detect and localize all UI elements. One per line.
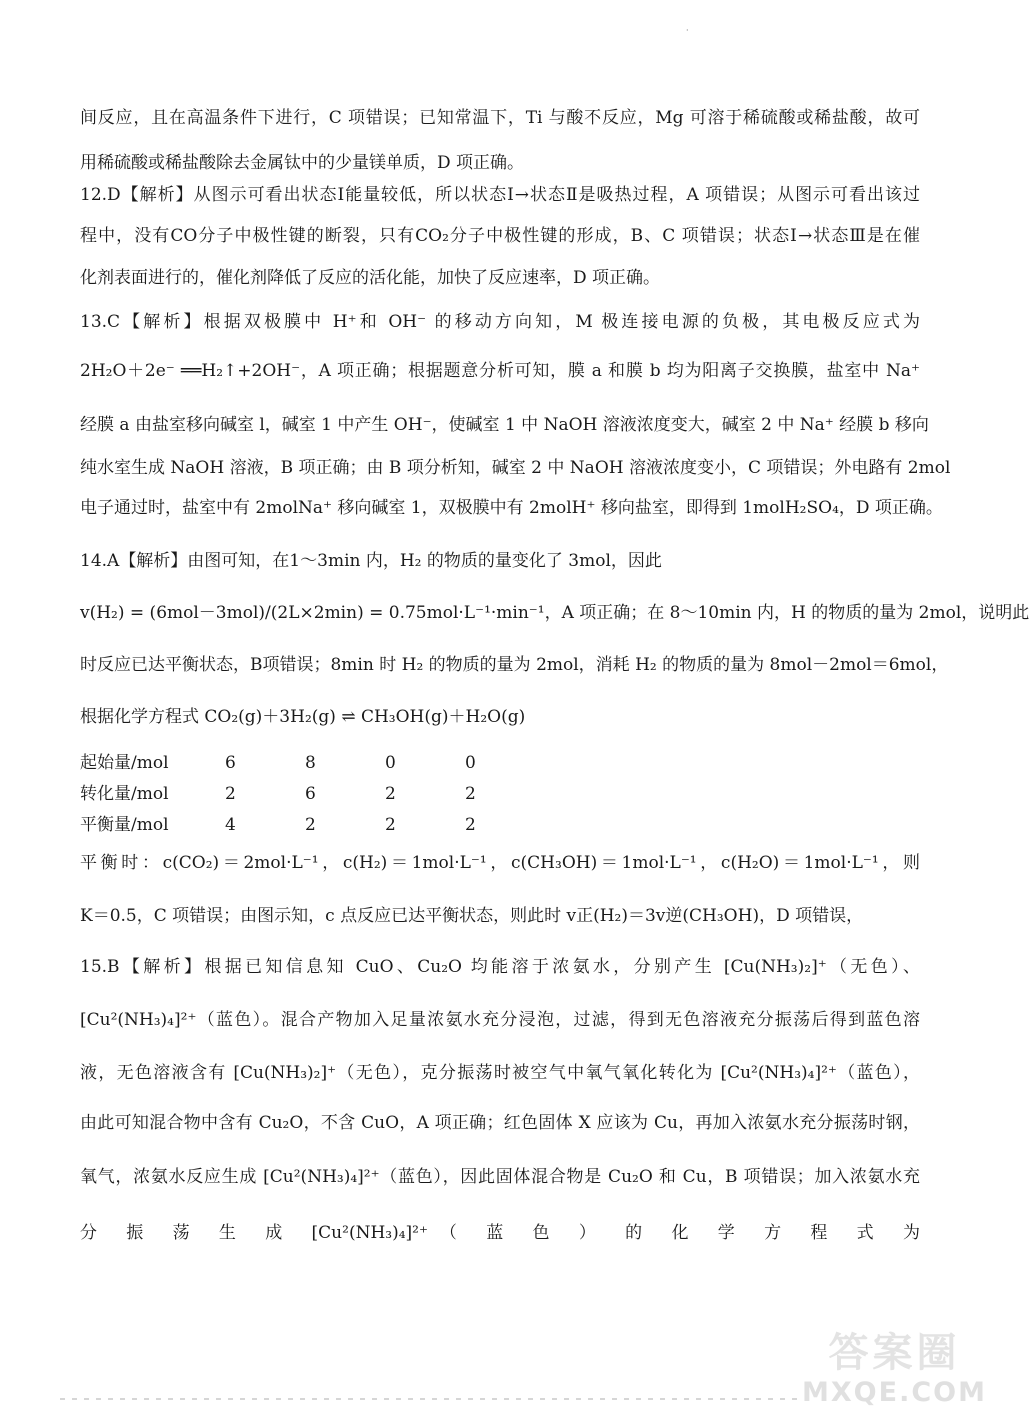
text-line: 程中，没有CO分子中极性键的断裂，只有CO₂分子中极性键的形成，B、C 项错误；状态Ⅰ→状态Ⅲ是在催 xyxy=(80,226,920,246)
table-cell: 2 xyxy=(465,815,476,835)
text-line: 平衡时：c(CO₂)＝2mol·L⁻¹，c(H₂)＝1mol·L⁻¹，c(CH₃OH)＝1mol·L⁻¹，c(H₂O)＝1mol·L⁻¹，则 xyxy=(80,853,920,873)
text-line: 15.B【解析】根据已知信息知 CuO、Cu₂O 均能溶于浓氨水，分别产生 [Cu(NH₃)₂]⁺（无色）、 xyxy=(80,957,920,977)
row-label: 平衡量/mol xyxy=(80,815,169,835)
text-line: 间反应，且在高温条件下进行，C 项错误；已知常温下，Ti 与酸不反应，Mg 可溶于稀硫酸或稀盐酸，故可 xyxy=(80,108,920,128)
corner-mark: · xyxy=(686,26,689,35)
text-line: 用稀硫酸或稀盐酸除去金属钛中的少量镁单质，D 项正确。 xyxy=(80,153,525,173)
table-cell: 0 xyxy=(385,753,396,773)
row-label: 起始量/mol xyxy=(80,753,169,773)
equilibrium-table xyxy=(80,750,545,843)
text-line: 14.A【解析】由图可知，在1～3min 内，H₂ 的物质的量变化了 3mol，因此 xyxy=(80,551,662,571)
text-line: 由此可知混合物中含有 Cu₂O，不含 CuO，A 项正确；红色固体 X 应该为 Cu，再加入浓氨水充分振荡时钢， xyxy=(80,1113,920,1133)
table-cell: 2 xyxy=(305,815,316,835)
text-line: 氧气，浓氨水反应生成 [Cu²(NH₃)₄]²⁺（蓝色），因此固体混合物是 Cu₂O 和 Cu，B 项错误；加入浓氨水充 xyxy=(80,1167,920,1187)
table-row xyxy=(80,781,545,812)
text-line: 时反应已达平衡状态，B项错误；8min 时 H₂ 的物质的量为 2mol，消耗 H₂ 的物质的量为 8mol－2mol＝6mol， xyxy=(80,655,949,675)
table-cell: 4 xyxy=(225,815,236,835)
watermark-text: 答案圈 xyxy=(828,1330,961,1376)
table-cell: 2 xyxy=(225,784,236,804)
table-cell: 2 xyxy=(465,784,476,804)
row-label: 转化量/mol xyxy=(80,784,169,804)
text-line: 分 振 荡 生 成 [Cu²(NH₃)₄]²⁺（ 蓝 色 ） 的 化 学 方 程 式 为 xyxy=(80,1223,920,1243)
table-row xyxy=(80,750,545,781)
text-line: 化剂表面进行的，催化剂降低了反应的活化能，加快了反应速率，D 项正确。 xyxy=(80,268,661,288)
table-cell: 6 xyxy=(305,784,316,804)
text-line: K＝0.5，C 项错误；由图示知，c 点反应已达平衡状态，则此时 v正(H₂)＝3v逆(CH₃OH)，D 项错误， xyxy=(80,906,864,926)
text-line: [Cu²(NH₃)₄]²⁺（蓝色）。混合产物加入足量浓氨水充分浸泡，过滤，得到无色溶液充分振荡后得到蓝色溶 xyxy=(80,1010,920,1030)
footer-divider xyxy=(60,1398,800,1400)
text-line: v(H₂) = (6mol－3mol)/(2L×2min) = 0.75mol·L⁻¹·min⁻¹，A 项正确；在 8～10min 内，H 的物质的量为 2mol，说明此 xyxy=(80,603,1029,623)
watermark-logo xyxy=(802,1330,987,1410)
text-line: 根据化学方程式 CO₂(g)＋3H₂(g) ⇌ CH₃OH(g)＋H₂O(g) xyxy=(80,707,526,727)
text-line: 13.C【解析】根据双极膜中 H⁺和 OH⁻ 的移动方向知，M 极连接电源的负极，其电极反应式为 xyxy=(80,312,920,332)
watermark-url: MXQE.COM xyxy=(802,1377,987,1408)
table-cell: 6 xyxy=(225,753,236,773)
text-line: 2H₂O＋2e⁻ ══H₂↑+2OH⁻，A 项正确；根据题意分析可知，膜 a 和膜 b 均为阳离子交换膜，盐室中 Na⁺ xyxy=(80,361,920,381)
table-cell: 8 xyxy=(305,753,316,773)
text-line: 电子通过时，盐室中有 2molNa⁺ 移向碱室 1，双极膜中有 2molH⁺ 移向盐室，即得到 1molH₂SO₄，D 项正确。 xyxy=(80,498,943,518)
text-line: 经膜 a 由盐室移向碱室 l，碱室 1 中产生 OH⁻，使碱室 1 中 NaOH 溶液浓度变大，碱室 2 中 Na⁺ 经膜 b 移向 xyxy=(80,415,929,435)
table-cell: 2 xyxy=(385,815,396,835)
text-line: 12.D【解析】从图示可看出状态Ⅰ能量较低，所以状态Ⅰ→状态Ⅱ是吸热过程，A 项错误；从图示可看出该过 xyxy=(80,185,920,205)
text-line: 纯水室生成 NaOH 溶液，B 项正确；由 B 项分析知，碱室 2 中 NaOH 溶液浓度变小，C 项错误；外电路有 2mol xyxy=(80,458,951,478)
table-cell: 2 xyxy=(385,784,396,804)
table-row xyxy=(80,812,545,843)
table-cell: 0 xyxy=(465,753,476,773)
text-line: 液，无色溶液含有 [Cu(NH₃)₂]⁺（无色），克分振荡时被空气中氧气氧化转化为 [Cu²(NH₃)₄]²⁺（蓝色）， xyxy=(80,1063,920,1083)
